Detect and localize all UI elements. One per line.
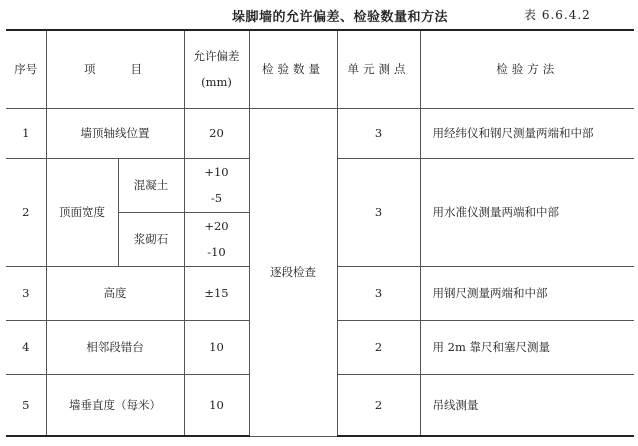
header-row	[6, 30, 634, 108]
tolerance-lower: -5	[210, 191, 223, 205]
header-item: 项 目	[46, 30, 184, 108]
row-subitem: 混凝土	[118, 158, 184, 212]
header-seq: 序号	[6, 30, 46, 108]
table-number: 表 6.6.4.2	[524, 8, 591, 22]
row-seq: 4	[6, 320, 46, 374]
row-item: 墙顶轴线位置	[46, 108, 184, 158]
header-tolerance	[184, 30, 249, 108]
row-tolerance: 10	[184, 374, 249, 436]
header-method: 检验方法	[420, 30, 634, 108]
header-quantity: 检验数量	[249, 30, 337, 108]
row-points: 2	[337, 320, 420, 374]
row-item: 墙垂直度（每米）	[46, 374, 184, 436]
table-row	[6, 108, 634, 158]
row-item: 高度	[46, 266, 184, 320]
row-seq: 1	[6, 108, 46, 158]
row-tolerance: ±15	[184, 266, 249, 320]
row-method: 用钢尺测量两端和中部	[420, 266, 634, 320]
row-tolerance: 20	[184, 108, 249, 158]
header-points: 单元测点	[337, 30, 420, 108]
row-tolerance	[184, 212, 249, 266]
row-item: 相邻段错台	[46, 320, 184, 374]
row-method: 用经纬仪和钢尺测量两端和中部	[420, 108, 634, 158]
row-points: 2	[337, 374, 420, 436]
header-tolerance-label: 允许偏差	[193, 49, 240, 64]
tolerance-upper: +10	[204, 165, 229, 179]
row-tolerance	[184, 158, 249, 212]
row-seq: 2	[6, 158, 46, 266]
tolerance-lower: -10	[207, 245, 226, 259]
table-title: 垛脚墙的允许偏差、检验数量和方法	[232, 10, 449, 25]
row-method: 吊线测量	[420, 374, 634, 436]
row-quantity: 逐段检查	[249, 108, 337, 436]
row-points: 3	[337, 266, 420, 320]
row-subitem: 浆砌石	[118, 212, 184, 266]
row-tolerance: 10	[184, 320, 249, 374]
row-method: 用水准仪测量两端和中部	[420, 158, 634, 266]
row-method: 用 2m 靠尺和塞尺测量	[420, 320, 634, 374]
row-points: 3	[337, 108, 420, 158]
header-tolerance-unit: (mm)	[201, 75, 232, 90]
row-seq: 5	[6, 374, 46, 436]
row-item: 顶面宽度	[46, 158, 118, 266]
row-seq: 3	[6, 266, 46, 320]
tolerance-upper: +20	[204, 219, 229, 233]
row-points: 3	[337, 158, 420, 266]
tolerance-table	[6, 29, 634, 437]
